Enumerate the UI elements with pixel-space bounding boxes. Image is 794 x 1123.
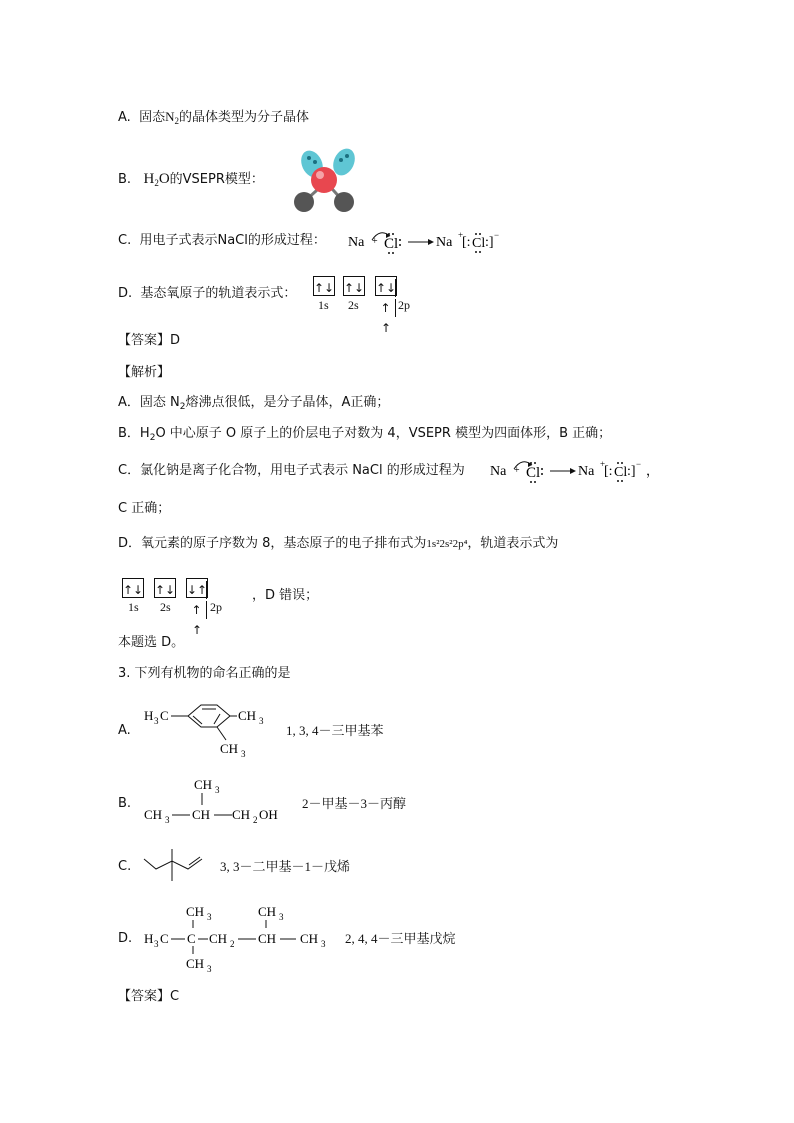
svg-text:3: 3 — [165, 815, 170, 825]
answer-1: 【答案】D — [118, 333, 181, 348]
svg-text:Cl: Cl — [614, 465, 628, 480]
option-d — [118, 285, 296, 303]
cl-symbol: Cl — [384, 236, 399, 252]
option-d-text: 基态氧原子的轨道表示式： — [140, 286, 297, 301]
svg-text:+: + — [458, 230, 464, 240]
analysis-line-c: C．氯化钠是离子化合物，用电子式表示 NaCl 的形成过程为 — [118, 463, 465, 478]
option-b-sub: 2 — [154, 178, 159, 188]
hydrogen-atom-left-icon — [294, 192, 314, 212]
svg-text:3: 3 — [321, 939, 326, 949]
svg-text:Na: Na — [578, 464, 595, 479]
svg-text:3: 3 — [154, 716, 159, 726]
svg-text:−: − — [636, 459, 642, 469]
option-b — [118, 170, 264, 192]
option-a-formula: N — [165, 109, 175, 124]
option-d-label: D. — [118, 286, 133, 301]
svg-text:OH: OH — [259, 807, 278, 822]
svg-text:CH: CH — [144, 807, 163, 822]
svg-text::]: :] — [485, 235, 494, 250]
option-c-text: 用电子式表示NaCl的形成过程： — [139, 233, 326, 248]
svg-text:3: 3 — [215, 785, 220, 795]
option-a — [118, 108, 309, 130]
svg-text:Na: Na — [490, 464, 507, 479]
analysis-conclusion: 本题选 D。 — [118, 635, 185, 650]
option-b-formula2: O — [158, 171, 170, 187]
svg-text:+: + — [372, 236, 378, 247]
svg-text:CH: CH — [258, 931, 277, 946]
svg-text:3: 3 — [259, 716, 264, 726]
svg-text:C: C — [160, 931, 169, 946]
oxygen-atom-icon — [311, 167, 337, 193]
svg-text:2: 2 — [230, 939, 235, 949]
analysis-line-d: D．氧元素的原子序数为 8，基态原子的电子排布式为1s²2s²2p⁴，轨道表示式为 — [118, 536, 559, 551]
option-c-label: C. — [118, 233, 132, 248]
svg-text:H: H — [144, 931, 154, 946]
svg-text:C: C — [187, 931, 196, 946]
orbital-label-2p: 2p — [398, 298, 410, 312]
answer-2: 【答案】C — [118, 989, 180, 1004]
svg-text:CH: CH — [186, 956, 205, 971]
svg-text:[:: [: — [604, 464, 613, 479]
option-a-sub: 2 — [174, 116, 179, 126]
vsepr-model-image — [288, 142, 368, 214]
svg-text:Na: Na — [436, 235, 453, 250]
svg-text:CH: CH — [300, 931, 319, 946]
svg-text:3: 3 — [279, 912, 284, 922]
option-a-label: A. — [118, 110, 131, 125]
q3-option-d-name: 2, 4, 4－三甲基戊烷 — [345, 931, 456, 946]
svg-text:−: − — [494, 230, 500, 240]
svg-text:CH: CH — [209, 931, 228, 946]
analysis-line-a: A．固态 $N_2$熔沸点很低，是分子晶体，A正确； — [118, 395, 390, 412]
svg-text:C: C — [160, 708, 169, 723]
orbital-label-2s: 2s — [348, 298, 359, 312]
svg-text:+: + — [514, 465, 520, 476]
analysis-line-d2: ，D 错误； — [252, 588, 319, 603]
svg-text:，: ， — [646, 463, 660, 478]
svg-text:3: 3 — [207, 912, 212, 922]
option-c — [118, 232, 326, 250]
svg-text:[:: [: — [462, 235, 471, 250]
q3-option-c-label: C. — [118, 859, 132, 874]
q3-structure-a — [140, 695, 270, 761]
option-b-formula: H — [143, 171, 155, 187]
svg-text:CH: CH — [232, 807, 251, 822]
q3-option-b-label: B. — [118, 796, 132, 811]
svg-text:3: 3 — [241, 749, 246, 759]
q3-option-d-label: D. — [118, 931, 133, 946]
svg-text:2: 2 — [253, 815, 258, 825]
q3-option-a-name: 1, 3, 4－三甲基苯 — [286, 723, 384, 738]
svg-text:CH: CH — [258, 904, 277, 919]
svg-text:3: 3 — [154, 939, 159, 949]
svg-text:+: + — [600, 459, 606, 469]
svg-text::]: :] — [627, 464, 636, 479]
svg-text:CH: CH — [238, 708, 257, 723]
svg-text:Cl: Cl — [526, 465, 541, 481]
svg-text:CH: CH — [186, 904, 205, 919]
option-b-text: 的VSEPR模型： — [169, 172, 264, 187]
option-a-text2: 的晶体类型为分子晶体 — [178, 110, 309, 125]
hydrogen-atom-right-icon — [334, 192, 354, 212]
svg-text:CH: CH — [194, 777, 213, 792]
electron-formula-c — [348, 224, 498, 258]
electron-config: 1s²2s²2p⁴ — [426, 538, 468, 550]
q3-option-a-label: A. — [118, 723, 131, 738]
na-symbol: Na — [348, 235, 365, 250]
analysis-line-c2: C 正确； — [118, 501, 171, 516]
svg-text:CH: CH — [220, 741, 239, 756]
svg-text:3: 3 — [207, 964, 212, 974]
option-b-label: B. — [118, 172, 132, 187]
option-a-text1: 固态 — [139, 110, 166, 125]
q3-option-b-name: 2－甲基－3－丙醇 — [302, 796, 407, 811]
q3-structure-b — [140, 775, 290, 827]
analysis-line-b: B．$H_2O$ 中心原子 O 原子上的价层电子对数为 4，VSEPR 模型为四面体形，B 正确； — [118, 426, 612, 443]
svg-text:H: H — [144, 708, 154, 723]
analysis-heading: 【解析】 — [118, 365, 171, 380]
svg-text:Cl: Cl — [472, 236, 486, 251]
orbital-label-1s: 1s — [318, 298, 329, 312]
svg-text:CH: CH — [192, 807, 211, 822]
q3-option-c-name: 3, 3－二甲基－1－戊烯 — [220, 859, 351, 874]
electron-formula-analysis — [490, 453, 660, 487]
q3-structure-c — [142, 845, 208, 885]
q3-structure-d — [140, 898, 340, 976]
question-3-stem: 3. 下列有机物的命名正确的是 — [118, 666, 291, 681]
